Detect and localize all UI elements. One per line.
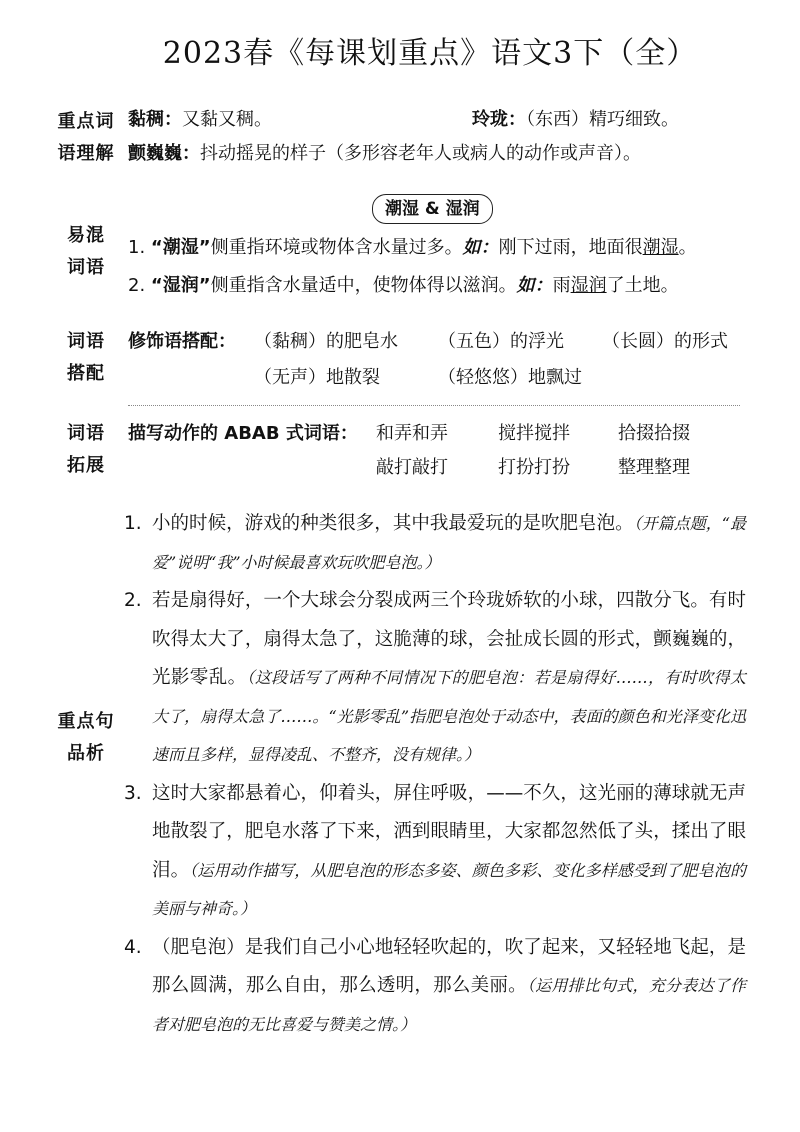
confusable-line-2: 2. “湿润”侧重指含水量适中，使物体得以滋润。如：雨湿润了土地。 [128, 275, 679, 296]
expansion-item: 拾掇拾掇 [618, 423, 690, 444]
collocation-head: 修饰语搭配： [128, 331, 236, 352]
expansion-item: 搅拌搅拌 [498, 423, 570, 444]
confusable-line-1: 1. “潮湿”侧重指环境或物体含水量过多。如：刚下过雨，地面很潮湿。 [128, 237, 697, 258]
sentence-item: 2. 若是扇得好，一个大球会分裂成两三个玲珑娇软的小球，四散分飞。有时吹得太大了，扇得太急了，这脆薄的球，会扯成长圆的形式，颤巍巍的，光影零乱。（这段话写了两种不同情况下的肥皂泡：若是扇得好……，有时吹得太大了，扇得太急了……。“光影零乱”指肥皂泡处于动态中，表面的颜色和光泽变化迅速而且多样，显得凌乱、不整齐，没有规律。） [124, 590, 746, 764]
page-title: 2023春《每课划重点》语文3下（全） [162, 36, 698, 71]
sentence-item: 1. 小的时候，游戏的种类很多，其中我最爱玩的是吹肥皂泡。（开篇点题，“最爱”说明“我”小时候最喜欢玩吹肥皂泡。） [124, 513, 746, 572]
vocab-item-1: 黏稠：又黏又稠。 [128, 109, 272, 130]
expansion-head: 描写动作的 ABAB 式词语： [128, 423, 358, 444]
divider [128, 405, 740, 406]
section-label-expansion: 词语 拓展 [67, 423, 105, 476]
expansion-item: 敲打敲打 [376, 457, 448, 478]
collocation-item: （轻悠悠）地飘过 [438, 367, 582, 388]
expansion-item: 和弄和弄 [376, 423, 448, 444]
section-label-confusable: 易混 词语 [67, 225, 105, 278]
vocab-item-3: 颤巍巍：抖动摇晃的样子（多形容老年人或病人的动作或声音）。 [128, 143, 641, 164]
expansion-item: 打扮打扮 [498, 457, 570, 478]
collocation-item: （长圆）的形式 [602, 331, 728, 352]
collocation-item: （黏稠）的肥皂水 [254, 331, 398, 352]
vocab-item-2: 玲珑：（东西）精巧细致。 [472, 109, 679, 130]
section-label-vocab: 重点词 语理解 [57, 111, 115, 164]
collocation-item: （无声）地散裂 [254, 367, 380, 388]
section-label-collocation: 词语 搭配 [67, 331, 105, 384]
confusable-pill: 潮湿 & 湿润 [372, 194, 493, 224]
sentence-item: 4. （肥皂泡）是我们自己小心地轻轻吹起的，吹了起来，又轻轻地飞起，是那么圆满，那么自由，那么透明，那么美丽。（运用排比句式，充分表达了作者对肥皂泡的无比喜爱与赞美之情。） [124, 936, 746, 1034]
collocation-item: （五色）的浮光 [438, 331, 564, 352]
expansion-item: 整理整理 [618, 457, 690, 478]
sentence-item: 3. 这时大家都悬着心，仰着头，屏住呼吸，——不久，这光丽的薄球就无声地散裂了，肥皂水落了下来，洒到眼睛里，大家都忽然低了头，揉出了眼泪。（运用动作描写，从肥皂泡的形态多姿、颜色多彩、变化多样感受到了肥皂泡的美丽与神奇。） [124, 782, 746, 918]
sentence-list [124, 505, 746, 1044]
section-label-sentences: 重点句 品析 [57, 711, 115, 764]
